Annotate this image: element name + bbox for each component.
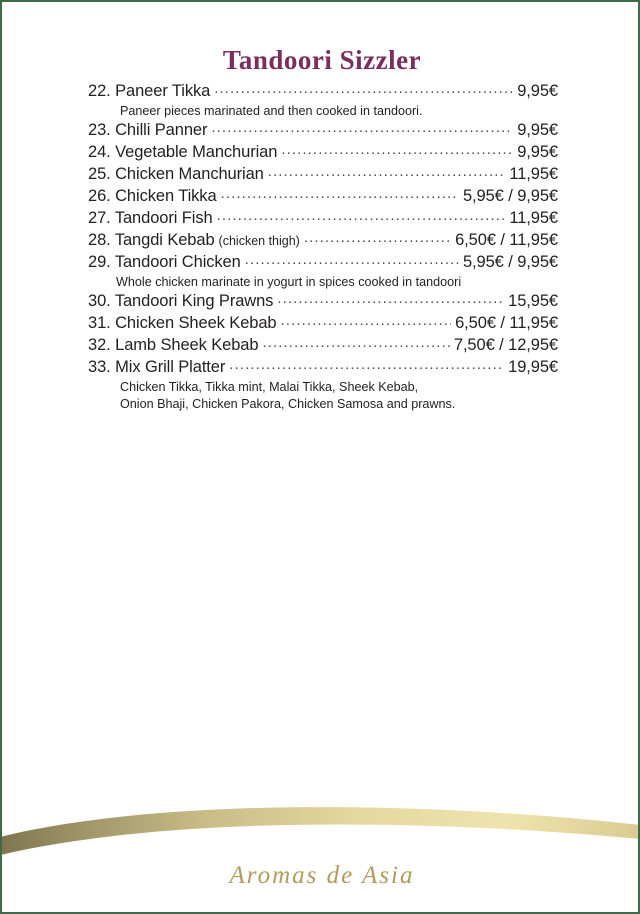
menu-item-price: 11,95€: [509, 209, 558, 228]
dot-leader: [277, 289, 504, 309]
menu-item-price: 11,95€: [509, 165, 558, 184]
swoosh-shape: [2, 807, 640, 856]
footer-ribbon: [2, 782, 640, 912]
menu-item-name: 26. Chicken Tikka: [88, 187, 217, 206]
menu-item-name: 31. Chicken Sheek Kebab: [88, 314, 277, 333]
menu-item-price: 15,95€: [508, 292, 558, 311]
dot-leader: [229, 355, 504, 375]
brand-logo: Aromas de Asia: [229, 862, 415, 889]
menu-item-price: 19,95€: [508, 358, 558, 377]
dot-leader: [281, 311, 452, 331]
menu-item-name: 22. Paneer Tikka: [88, 82, 211, 100]
gold-swoosh-icon: [2, 782, 640, 912]
menu-item-row: [88, 120, 558, 142]
menu-item-description: Chicken Tikka, Tikka mint, Malai Tikka, Sheek Kebab,: [120, 380, 419, 394]
menu-item-price: 9,95€: [517, 121, 558, 140]
menu-item-row: [88, 81, 558, 103]
menu-item-name: 27. Tandoori Fish: [88, 209, 213, 228]
menu-list: [88, 81, 558, 414]
dot-leader: [268, 162, 506, 182]
menu-item-row: [88, 230, 558, 252]
menu-item-name: 23. Chilli Panner: [88, 121, 208, 140]
dot-leader: [262, 333, 449, 353]
menu-item-row: [88, 291, 558, 313]
dot-leader: [221, 184, 459, 204]
menu-item-row: [88, 335, 558, 357]
dot-leader: [211, 118, 513, 138]
menu-item-price: 5,95€ / 9,95€: [462, 187, 558, 206]
menu-item-qualifier: (chicken thigh): [218, 234, 300, 248]
menu-item-name: 25. Chicken Manchurian: [88, 165, 264, 184]
menu-item-name: 29. Tandoori Chicken: [88, 252, 241, 271]
dot-leader: [217, 206, 506, 226]
menu-item-price: 6,50€ / 11,95€: [455, 231, 558, 249]
menu-item-price: 7,50€ / 12,95€: [453, 336, 558, 355]
menu-item-name: 30. Tandoori King Prawns: [88, 292, 274, 311]
menu-item-name: 33. Mix Grill Platter: [88, 358, 226, 377]
menu-item-name: 32. Lamb Sheek Kebab: [88, 336, 259, 355]
dot-leader: [214, 79, 513, 99]
menu-item-row: [88, 313, 558, 335]
menu-item-row: [88, 164, 558, 186]
menu-item-price: 6,50€ / 11,95€: [455, 314, 558, 333]
page-title: Tandoori Sizzler: [222, 45, 422, 75]
menu-item-row: [88, 186, 558, 208]
menu-item-row: [88, 142, 558, 164]
menu-item-price: 9,95€: [517, 143, 558, 162]
menu-item-row: [88, 357, 558, 379]
menu-item-price: 9,95€: [517, 82, 558, 100]
dot-leader: [281, 140, 513, 160]
dot-leader: [304, 228, 451, 248]
menu-item-price: 5,95€ / 9,95€: [462, 252, 558, 271]
menu-item-description-line2: Onion Bhaji, Chicken Pakora, Chicken Samosa and prawns.: [120, 397, 456, 412]
dot-leader: [245, 250, 459, 270]
menu-item-row: [88, 252, 558, 274]
menu-item-name: 24. Vegetable Manchurian: [88, 143, 278, 162]
menu-item-description: Paneer pieces marinated and then cooked in tandoori.: [120, 103, 423, 118]
menu-item-row: [88, 208, 558, 230]
menu-item-name: 28. Tangdi Kebab: [88, 231, 215, 249]
menu-item-description: Whole chicken marinate in yogurt in spices cooked in tandoori: [116, 274, 462, 289]
